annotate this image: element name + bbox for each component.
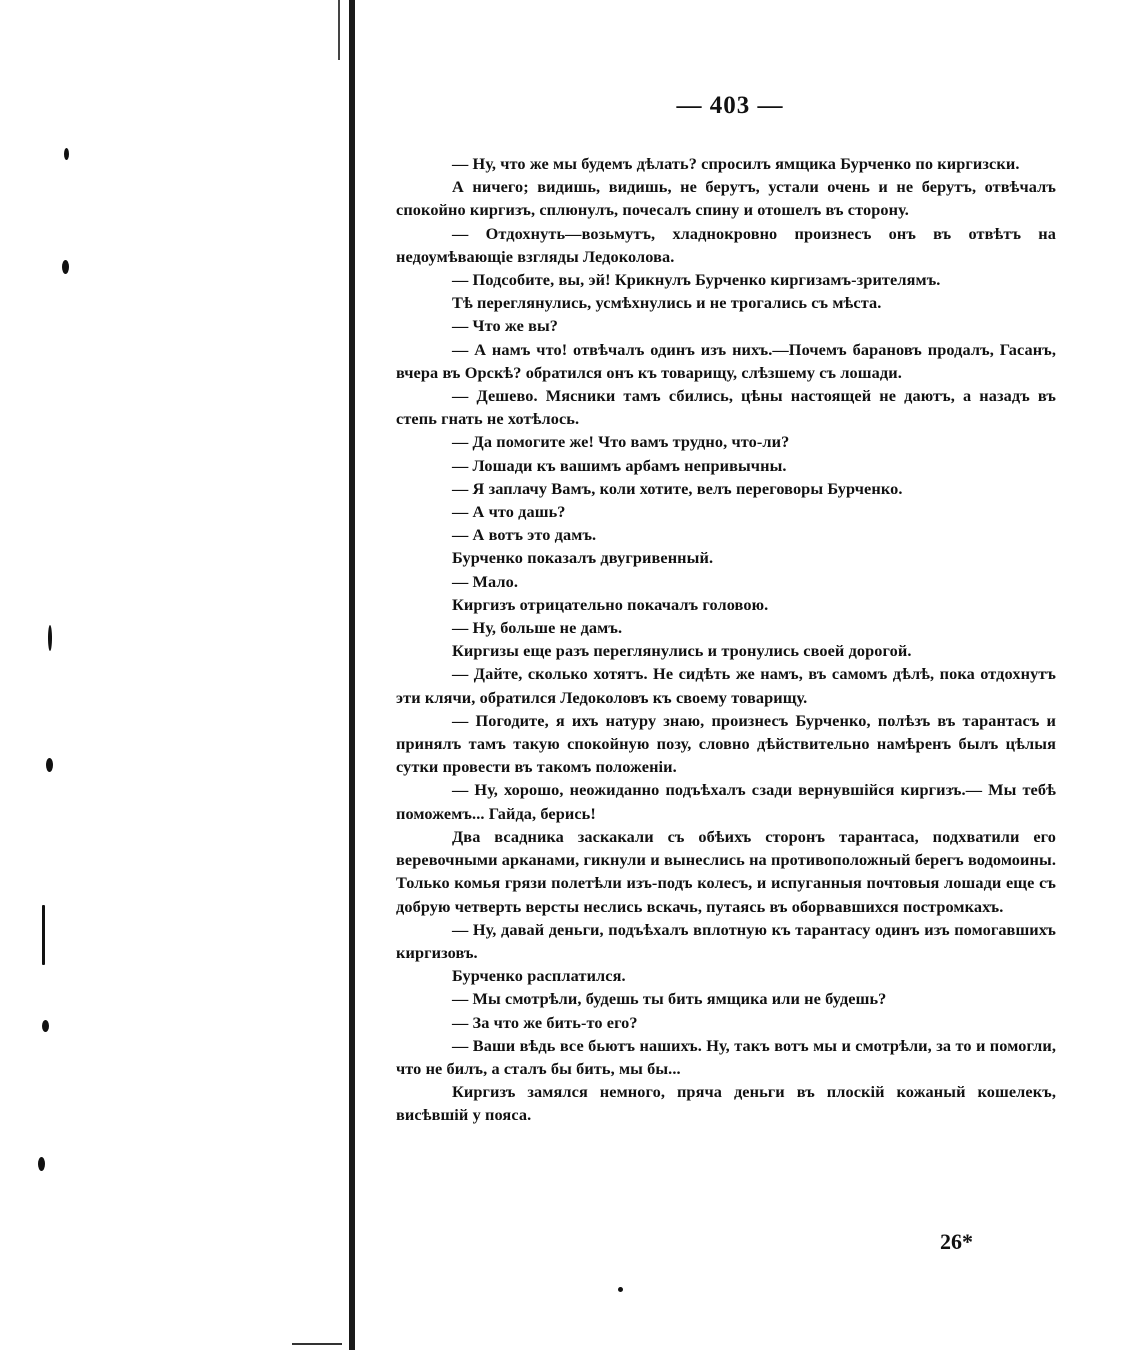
paragraph: — Ну, больше не дамъ.	[452, 618, 623, 638]
paragraph: — Да помогите же! Что вамъ трудно, что-ли?	[452, 432, 790, 452]
paragraph: — Я заплачу Вамъ, коли хотите, велъ переговоры Бурченко.	[452, 478, 903, 498]
paragraph: — Отдохнуть—возьмутъ, хладнокровно произнесъ онъ въ отвѣтъ на недоумѣвающіе взгляды Ледоколова.	[396, 223, 1056, 266]
paragraph: — А вотъ это дамъ.	[452, 525, 597, 545]
paragraph: — За что же бить-то его?	[452, 1012, 638, 1032]
paragraph: — Дешево. Мясники тамъ сбились, цѣны настоящей не даютъ, а назадъ въ степь гнать не хотѣлось.	[396, 386, 1056, 429]
paragraph: — Дайте, сколько хотятъ. Не сидѣть же намъ, въ самомъ дѣлѣ, пока отдохнутъ эти клячи, обратился Ледоколовъ къ своему товарищу.	[396, 664, 1056, 707]
paragraph: Киргизы еще разъ переглянулись и тронулись своей дорогой.	[452, 641, 912, 661]
page-number: — 403 —	[676, 92, 784, 119]
printer-signature: 26*	[940, 1229, 973, 1254]
paragraph: — Что же вы?	[452, 316, 559, 336]
paragraph: — А намъ что! отвѣчалъ одинъ изъ нихъ.—Почемъ барановъ продалъ, Гасанъ, вчера въ Орскѣ? обратился онъ къ товарищу, слѣзшему съ лошади.	[396, 339, 1056, 382]
scan-speck	[62, 260, 69, 274]
scan-speck	[618, 1287, 623, 1292]
paragraph: А ничего; видишь, видишь, не берутъ, устали очень и не берутъ, отвѣчалъ спокойно киргизъ, сплюнулъ, почесалъ спину и отошелъ въ сторону.	[396, 177, 1056, 220]
paragraph: — Ну, хорошо, неожиданно подъѣхалъ сзади вернувшійся киргизъ.— Мы тебѣ поможемъ... Гайда, берись!	[396, 780, 1056, 823]
binding-rule	[349, 0, 355, 1350]
paragraph: — Мы смотрѣли, будешь ты бить ямщика или не будешь?	[452, 989, 887, 1009]
paragraph: Два всадника заскакали съ обѣихъ сторонъ тарантаса, подхватили его веревочными арканами, гикнули и вынеслись на противоположный берегъ водомоины. Только комья грязи полетѣли изъ-подъ колесъ, и испуганныя почтовыя лошади еще съ добрую четверть версты неслись вскачь, путаясь въ оборвавшихся постромкахъ.	[396, 826, 1056, 916]
scan-speck	[38, 1157, 45, 1171]
text-body	[396, 152, 1056, 1127]
paragraph: Тѣ переглянулись, усмѣхнулись и не трогались съ мѣста.	[452, 293, 882, 313]
paragraph: — Подсобите, вы, эй! Крикнулъ Бурченко киргизамъ-зрителямъ.	[452, 270, 941, 290]
paragraph: — Ваши вѣдь все бьютъ нашихъ. Ну, такъ вотъ мы и смотрѣли, за то и помогли, что не билъ, а сталъ бы бить, мы бы...	[396, 1035, 1056, 1078]
scan-speck	[42, 1020, 49, 1032]
bottom-mark	[292, 1343, 342, 1345]
paragraph: — Лошади къ вашимъ арбамъ непривычны.	[452, 455, 787, 475]
paragraph: — А что дашь?	[452, 502, 566, 522]
scan-speck	[42, 905, 45, 965]
paragraph: — Погодите, я ихъ натуру знаю, произнесъ Бурченко, полѣзъ въ тарантасъ и принялъ тамъ такую спокойную позу, словно дѣйствительно намѣренъ былъ цѣлыя сутки провести въ такомъ положеніи.	[396, 710, 1056, 777]
binding-rule-thin	[338, 0, 340, 60]
paragraph: — Мало.	[452, 571, 519, 591]
paragraph: Бурченко показалъ двугривенный.	[452, 548, 714, 568]
paragraph: — Ну, давай деньги, подъѣхалъ вплотную къ тарантасу одинъ изъ помогавшихъ киргизовъ.	[396, 919, 1056, 962]
paragraph: — Ну, что же мы будемъ дѣлать? спросилъ ямщика Бурченко по киргизски.	[452, 154, 1020, 173]
scan-speck	[64, 148, 69, 160]
paragraph: Киргизъ замялся немного, пряча деньги въ плоскій кожаный кошелекъ, висѣвшій у пояса.	[396, 1082, 1056, 1125]
paragraph: Бурченко расплатился.	[452, 966, 626, 986]
scan-speck	[46, 758, 53, 772]
paragraph: Киргизъ отрицательно покачалъ головою.	[452, 594, 769, 614]
scan-speck	[48, 625, 52, 651]
